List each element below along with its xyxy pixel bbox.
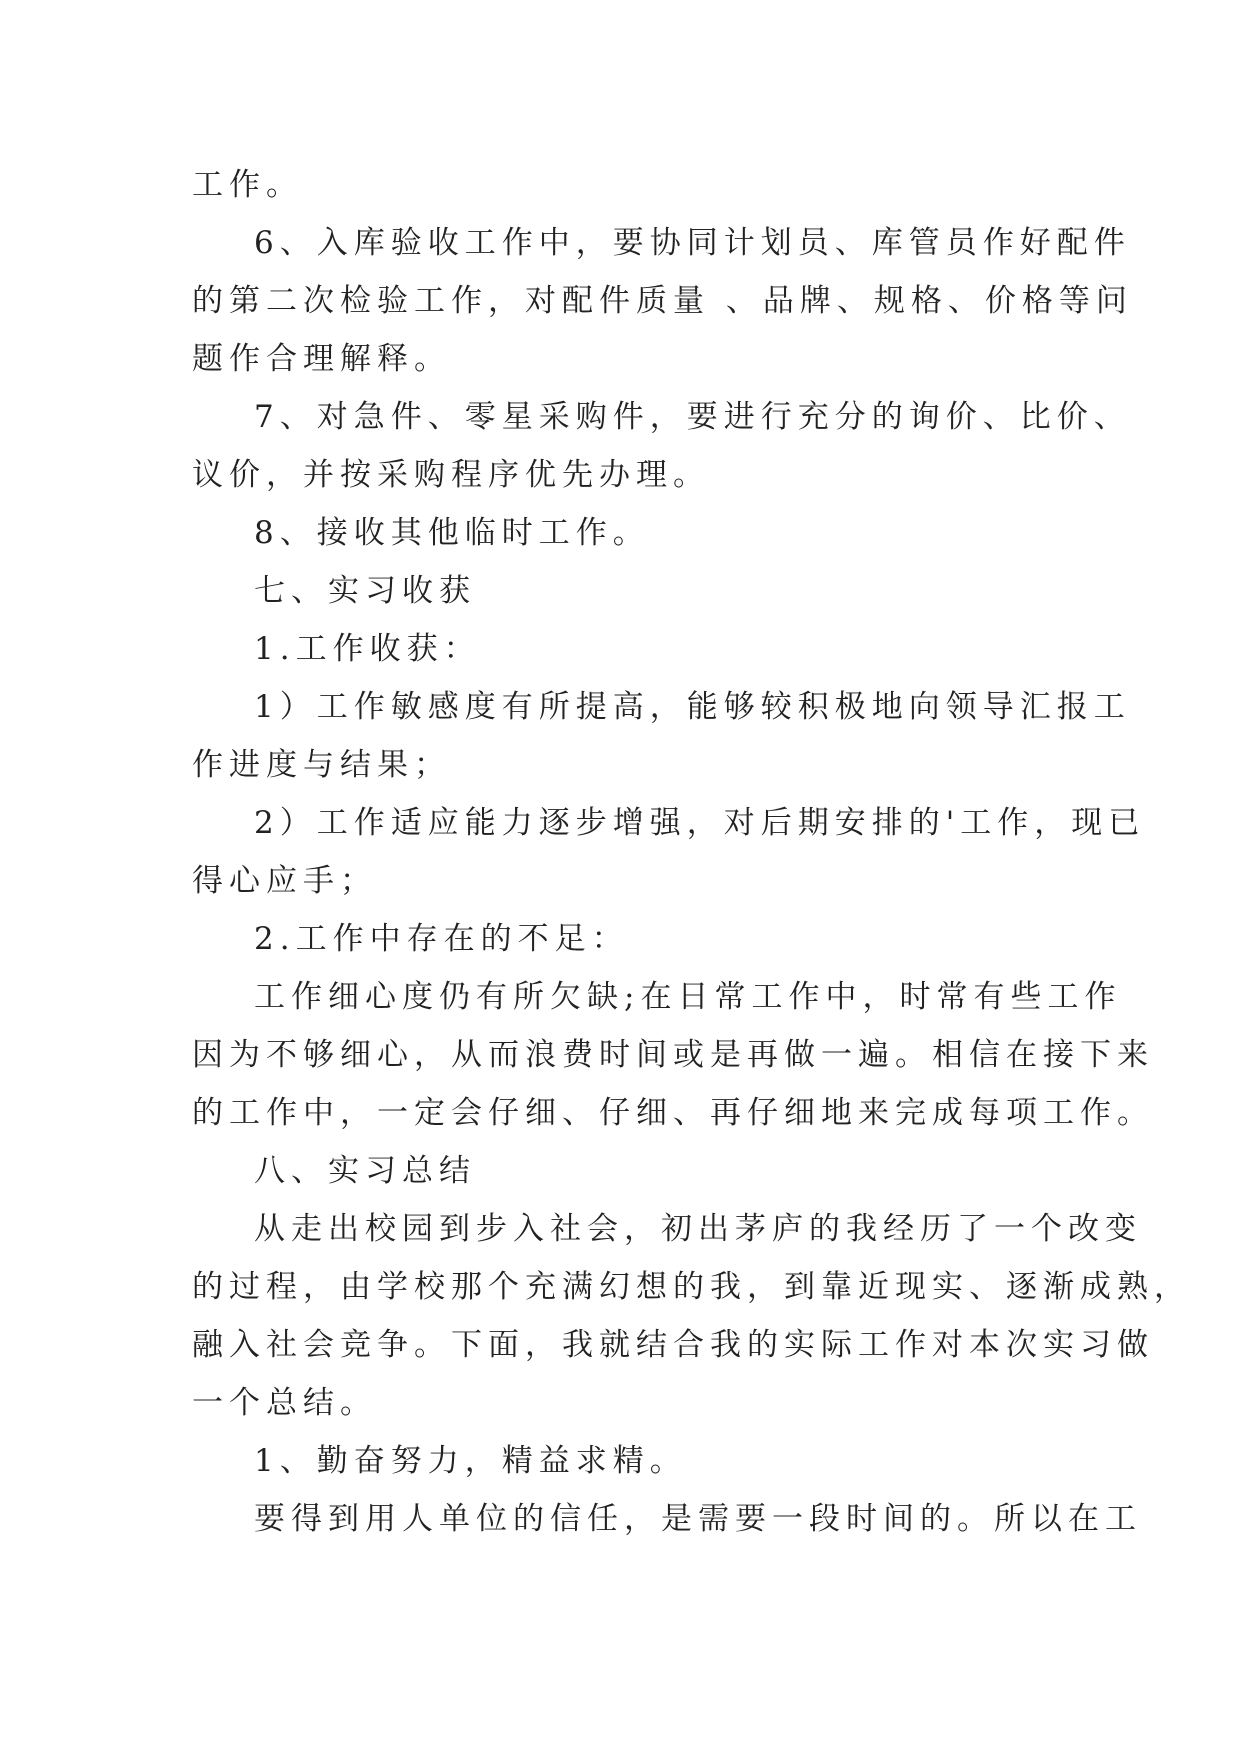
text-line: 8、接收其他临时工作。 [254, 515, 650, 551]
text-line: 6、入库验收工作中，要协同计划员、库管员作好配件 [254, 225, 1131, 261]
section-heading: 七、实习收获 [254, 573, 476, 609]
text-line: 作进度与结果； [192, 747, 451, 783]
text-line: 要得到用人单位的信任，是需要一段时间的。所以在工 [254, 1501, 1142, 1537]
subsection-heading: 2.工作中存在的不足： [254, 921, 629, 957]
text-line: 2）工作适应能力逐步增强，对后期安排的'工作，现已 [254, 805, 1146, 841]
text-line: 题作合理解释。 [192, 341, 451, 377]
text-line: 的工作中，一定会仔细、仔细、再仔细地来完成每项工作。 [192, 1095, 1154, 1131]
text-line: 1）工作敏感度有所提高，能够较积极地向领导汇报工 [254, 689, 1131, 725]
text-line: 因为不够细心，从而浪费时间或是再做一遍。相信在接下来 [192, 1037, 1154, 1073]
subsection-heading: 1、勤奋努力，精益求精。 [254, 1443, 687, 1479]
text-line: 议价，并按采购程序优先办理。 [192, 457, 710, 493]
text-line: 工作细心度仍有所欠缺;在日常工作中，时常有些工作 [254, 979, 1122, 1015]
text-line: 的过程，由学校那个充满幻想的我，到靠近现实、逐渐成熟， [192, 1269, 1191, 1305]
text-line: 一个总结。 [192, 1385, 377, 1421]
text-line: 7、对急件、零星采购件，要进行充分的询价、比价、 [254, 399, 1131, 435]
document-body [192, 156, 1191, 1548]
text-line: 工作。 [192, 167, 303, 203]
text-line: 融入社会竞争。下面，我就结合我的实际工作对本次实习做 [192, 1327, 1154, 1363]
subsection-heading: 1.工作收获： [254, 631, 481, 667]
text-line: 从走出校园到步入社会，初出茅庐的我经历了一个改变 [254, 1211, 1142, 1247]
section-heading: 八、实习总结 [254, 1153, 476, 1189]
text-line: 的第二次检验工作，对配件质量 、品牌、规格、价格等问 [192, 283, 1133, 319]
text-line: 得心应手； [192, 863, 377, 899]
